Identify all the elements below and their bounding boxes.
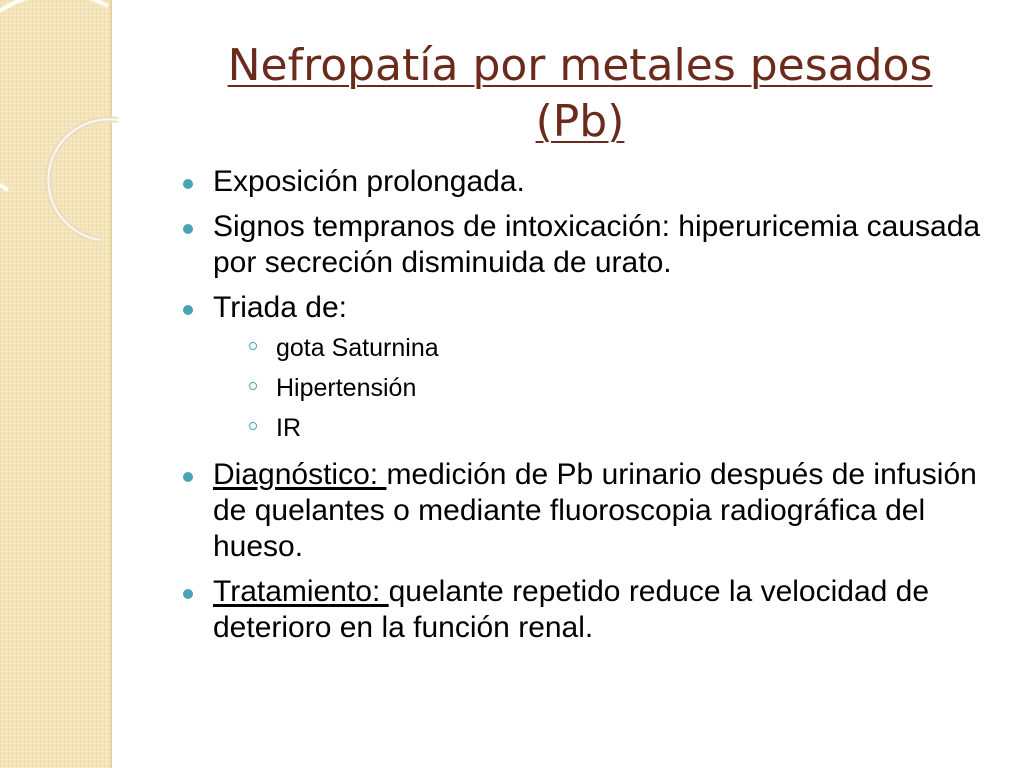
sub-item-text: Hipertensión xyxy=(276,374,417,402)
bullet-dot-icon xyxy=(183,472,193,482)
sub-item-gota xyxy=(213,328,990,368)
ring-bullet-icon xyxy=(249,422,257,430)
sub-item-text: IR xyxy=(276,414,301,442)
bullet-signos xyxy=(180,209,990,281)
bullet-label: Diagnóstico: xyxy=(213,458,387,491)
sub-item-ir xyxy=(213,408,990,448)
bullet-diagnostico xyxy=(180,457,990,565)
sub-item-hipertension xyxy=(213,368,990,408)
bullet-triada xyxy=(180,290,990,448)
ring-bullet-icon xyxy=(249,342,257,350)
slide-title: Nefropatía por metales pesados (Pb) xyxy=(227,40,933,147)
bullet-exposicion xyxy=(180,164,990,200)
bullet-dot-icon xyxy=(183,305,193,315)
bullet-tratamiento xyxy=(180,574,990,646)
bullet-text: medición de Pb urinario después de infusión de quelantes o mediante fluoroscopia radiográfica del hueso. xyxy=(213,458,977,563)
triada-sublist xyxy=(213,328,990,448)
decorative-rings xyxy=(0,0,160,260)
bullet-dot-icon xyxy=(183,589,193,599)
sub-item-text: gota Saturnina xyxy=(276,334,439,362)
bullet-text: quelante repetido reduce la velocidad de deterioro en la función renal. xyxy=(213,575,930,644)
bullet-dot-icon xyxy=(183,179,193,189)
bullet-dot-icon xyxy=(183,224,193,234)
slide-content xyxy=(180,164,990,655)
bullet-text: Exposición prolongada. xyxy=(213,165,525,198)
bullet-label: Tratamiento: xyxy=(213,575,389,608)
bullet-text: Triada de: xyxy=(213,291,347,324)
bullet-list xyxy=(180,164,990,646)
ring-bullet-icon xyxy=(249,382,257,390)
bullet-text: Signos tempranos de intoxicación: hiperuricemia causada por secreción disminuida de urato. xyxy=(213,210,981,279)
